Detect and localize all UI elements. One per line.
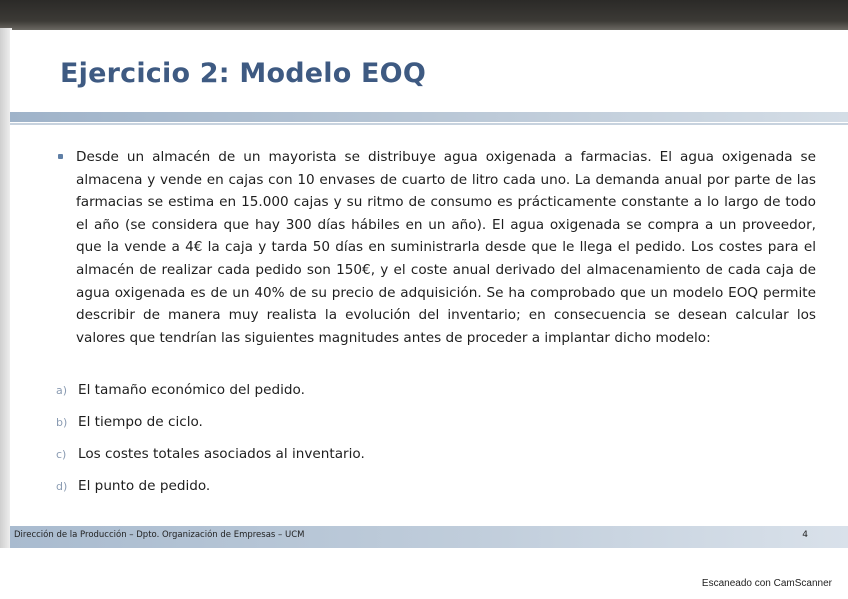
- page-number: 4: [802, 530, 808, 540]
- list-item-marker: a): [56, 384, 68, 397]
- problem-statement: Desde un almacén de un mayorista se distribuye agua oxigenada a farmacias. El agua oxigenada se almacena y vende en cajas con 10 envases de cuarto de litro cada uno. La demanda anual por parte de las farmacias se estima en 15.000 cajas y su ritmo de consumo es prácticamente constante a lo largo de todo el año (se considera que hay 300 días hábiles en un año). El agua oxigenada se compra a un proveedor, que la vende a 4€ la caja y tarda 50 días en suministrarla desde que le llega el pedido. Los costes para el almacén de realizar cada pedido son 150€, y el coste anual derivado del almacenamiento de cada caja de agua oxigenada es de un 40% de su precio de adquisición. Se ha comprobado que un modelo EOQ permite describir de manera muy realista la evolución del inventario; en consecuencia se desean calcular los valores que tendrían las siguientes magnitudes antes de proceder a implantar dicho modelo:: [76, 149, 816, 346]
- slide-title: Ejercicio 2: Modelo EOQ: [60, 58, 426, 89]
- list-item-marker: c): [56, 448, 67, 461]
- bullet-icon: [58, 154, 63, 159]
- list-item: [56, 446, 365, 462]
- title-divider: [10, 112, 848, 122]
- list-item-marker: b): [56, 416, 68, 429]
- list-item-text: El punto de pedido.: [78, 478, 211, 494]
- slide: [10, 30, 848, 555]
- background-top-band: [0, 0, 848, 30]
- list-item-text: El tamaño económico del pedido.: [78, 382, 305, 398]
- list-item: [56, 382, 305, 398]
- list-item: [56, 414, 203, 430]
- list-item-marker: d): [56, 480, 68, 493]
- title-divider-thin: [10, 123, 848, 125]
- list-item-text: Los costes totales asociados al inventario.: [78, 446, 365, 462]
- list-item: [56, 478, 210, 494]
- footer-text: Dirección de la Producción – Dpto. Organización de Empresas – UCM: [14, 530, 305, 540]
- list-item-text: El tiempo de ciclo.: [78, 414, 203, 430]
- scanner-watermark: Escaneado con CamScanner: [701, 578, 832, 589]
- slide-footer: [10, 526, 848, 548]
